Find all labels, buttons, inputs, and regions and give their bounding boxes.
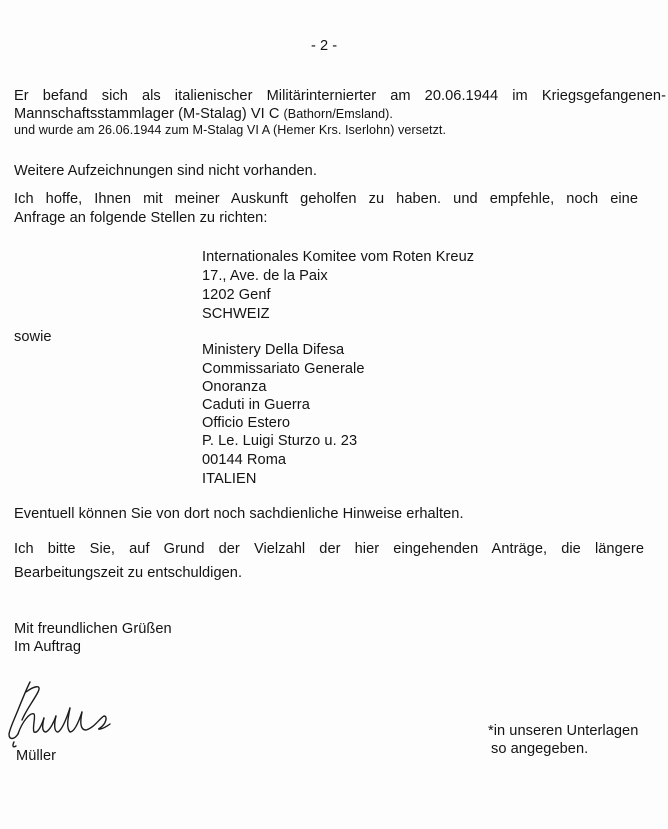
- para1-line3: und wurde am 26.06.1944 zum M-Stalag VI A (Hemer Krs. Iserlohn) versetzt.: [14, 123, 447, 137]
- address2-line6: P. Le. Luigi Sturzo u. 23: [202, 433, 358, 449]
- para4: Eventuell können Sie von dort noch sachdienliche Hinweise erhalten.: [14, 506, 464, 522]
- para1-line1: Er befand sich als italienischer Militärinternierter am 20.06.1944 im Kriegsgefangenen-: [14, 88, 666, 104]
- address1-line4: SCHWEIZ: [202, 306, 270, 322]
- address2-line4: Caduti in Guerra: [202, 397, 310, 413]
- para2: Weitere Aufzeichnungen sind nicht vorhanden.: [14, 163, 317, 179]
- handwritten-signature: [4, 676, 124, 756]
- signatory-name: Müller: [16, 748, 57, 764]
- address2-line3: Onoranza: [202, 379, 267, 395]
- footnote-line1: *in unseren Unterlagen: [488, 723, 639, 739]
- para3-line2: Anfrage an folgende Stellen zu richten:: [14, 210, 268, 226]
- closing-im-auftrag: Im Auftrag: [14, 639, 82, 655]
- address2-line5: Officio Estero: [202, 415, 291, 431]
- footnote-line2: so angegeben.: [491, 741, 589, 757]
- closing-greeting: Mit freundlichen Grüßen: [14, 621, 172, 637]
- address1-line1: Internationales Komitee vom Roten Kreuz: [202, 249, 475, 265]
- para5-line1: Ich bitte Sie, auf Grund der Vielzahl der hier eingehenden Anträge, die längere: [14, 541, 644, 557]
- para5-line2: Bearbeitungszeit zu entschuldigen.: [14, 565, 243, 581]
- address2-line8: ITALIEN: [202, 471, 257, 487]
- para1-line2: Mannschaftsstammlager (M-Stalag) VI C (Bathorn/Emsland).: [14, 106, 393, 122]
- sowie-label: sowie: [14, 329, 52, 345]
- address2-line1: Ministery Della Difesa: [202, 342, 345, 358]
- address2-line2: Commissariato Generale: [202, 361, 365, 377]
- address1-line3: 1202 Genf: [202, 287, 271, 303]
- address1-line2: 17., Ave. de la Paix: [202, 268, 328, 284]
- address2-line7: 00144 Roma: [202, 452, 287, 468]
- page-number: - 2 -: [311, 38, 338, 54]
- para3-line1: Ich hoffe, Ihnen mit meiner Auskunft geholfen zu haben. und empfehle, noch eine: [14, 191, 638, 207]
